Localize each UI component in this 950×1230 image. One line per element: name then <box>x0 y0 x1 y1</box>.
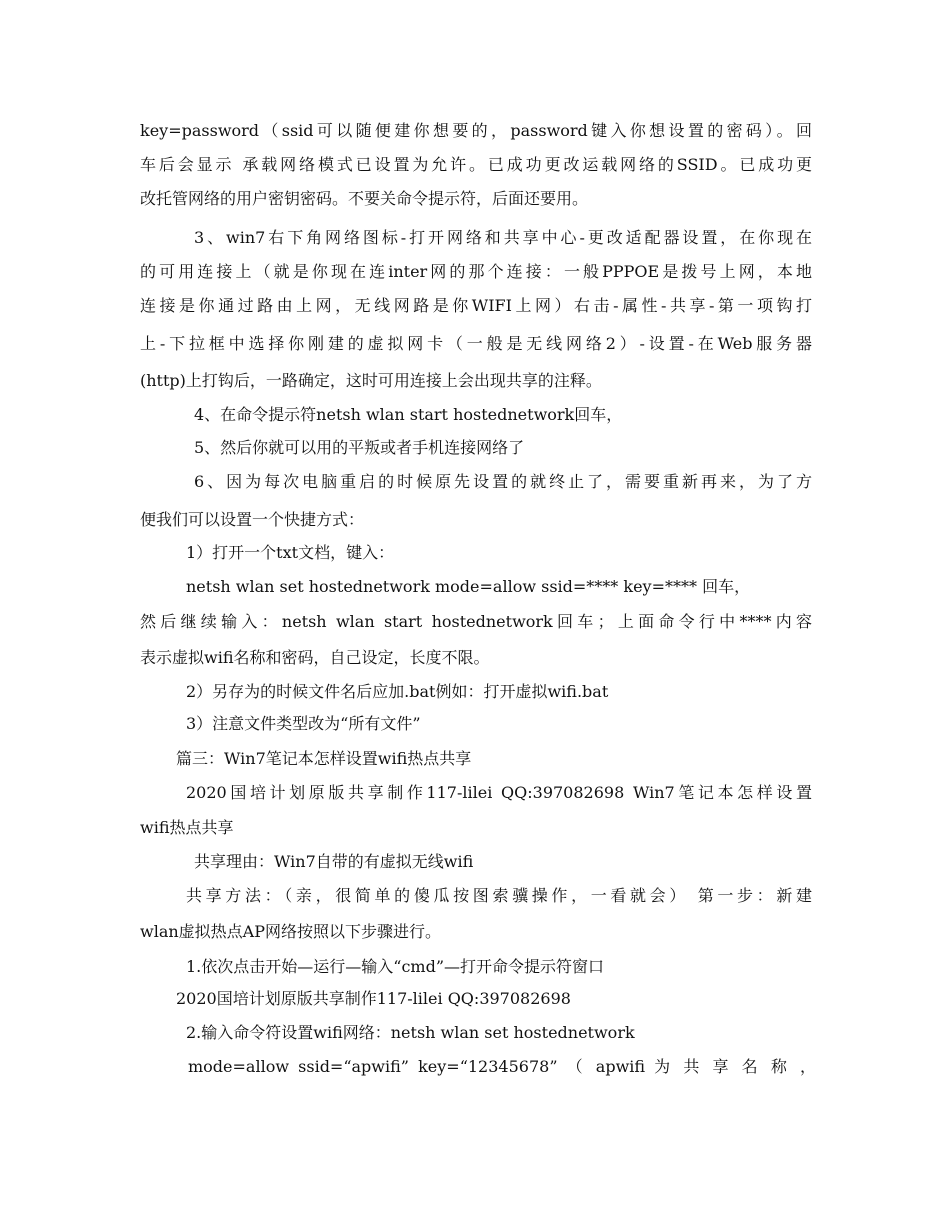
text-line-25: 1.依次点击开始—运行—输入“cmd”—打开命令提示符窗口 <box>186 957 605 976</box>
text-line-10: 5、然后你就可以用的平叛或者手机连接网络了 <box>194 438 525 457</box>
text-line-12: 便我们可以设置一个快捷方式： <box>140 510 365 529</box>
text-line-24: wlan虚拟热点AP网络按照以下步骤进行。 <box>140 922 441 941</box>
text-line-6: 连接是你通过路由上网，无线网路是你WIFI上网）右击-属性-共享-第一项钩打 <box>140 296 812 315</box>
text-line-17: 2）另存为的时候文件名后应加.bat例如：打开虚拟wifi.bat <box>186 682 609 701</box>
text-line-8: (http)上打钩后，一路确定，这时可用连接上会出现共享的注释。 <box>140 371 602 390</box>
section-heading: 篇三：Win7笔记本怎样设置wifi热点共享 <box>176 749 472 768</box>
text-line-11: 6、因为每次电脑重启的时候原先设置的就终止了，需要重新再来，为了方 <box>194 472 812 491</box>
text-line-27: 2.输入命令符设置wifi网络：netsh wlan set hostednetwork <box>186 1023 635 1042</box>
text-line-2: 车后会显示 承载网络模式已设置为允许。已成功更改运载网络的SSID。已成功更 <box>140 155 812 174</box>
text-line-15: 然后继续输入：netsh wlan start hostednetwork回车；上面命令行中****内容 <box>140 612 812 631</box>
text-line-4: 3、win7右下角网络图标-打开网络和共享中心-更改适配器设置，在你现在 <box>194 228 812 247</box>
text-line-3: 改托管网络的用户密钥密码。不要关命令提示符，后面还要用。 <box>140 189 589 208</box>
text-line-22: 共享理由：Win7自带的有虚拟无线wifi <box>194 852 474 871</box>
text-line-26: 2020国培计划原版共享制作117-lilei QQ:397082698 <box>176 989 571 1008</box>
text-line-21: wifi热点共享 <box>140 818 234 837</box>
text-line-13: 1）打开一个txt文档，键入： <box>186 543 395 562</box>
text-line-1: key=password（ssid可以随便建你想要的，password键入你想设置的密码）。回 <box>140 121 812 140</box>
text-line-18: 3）注意文件类型改为“所有文件” <box>186 714 421 733</box>
text-line-20: 2020国培计划原版共享制作117-lilei QQ:397082698 Win7笔记本怎样设置 <box>186 783 812 802</box>
text-line-9: 4、在命令提示符netsh wlan start hostednetwork回车， <box>194 405 623 424</box>
text-line-5: 的可用连接上（就是你现在连inter网的那个连接：一般PPPOE是拨号上网，本地 <box>140 262 812 281</box>
text-line-16: 表示虚拟wifi名称和密码，自己设定，长度不限。 <box>140 648 490 667</box>
text-line-14: netsh wlan set hostednetwork mode=allow ssid=**** key=**** 回车， <box>186 577 751 596</box>
text-line-7: 上-下拉框中选择你刚建的虚拟网卡（一般是无线网络2）-设置-在Web服务器 <box>140 334 812 353</box>
text-line-28: mode=allow ssid=“apwifi” key=“12345678” （ apwifi 为 共 享 名 称 ， <box>188 1057 816 1076</box>
text-line-23: 共享方法：（亲，很简单的傻瓜按图索骥操作，一看就会） 第一步：新建 <box>186 886 812 905</box>
